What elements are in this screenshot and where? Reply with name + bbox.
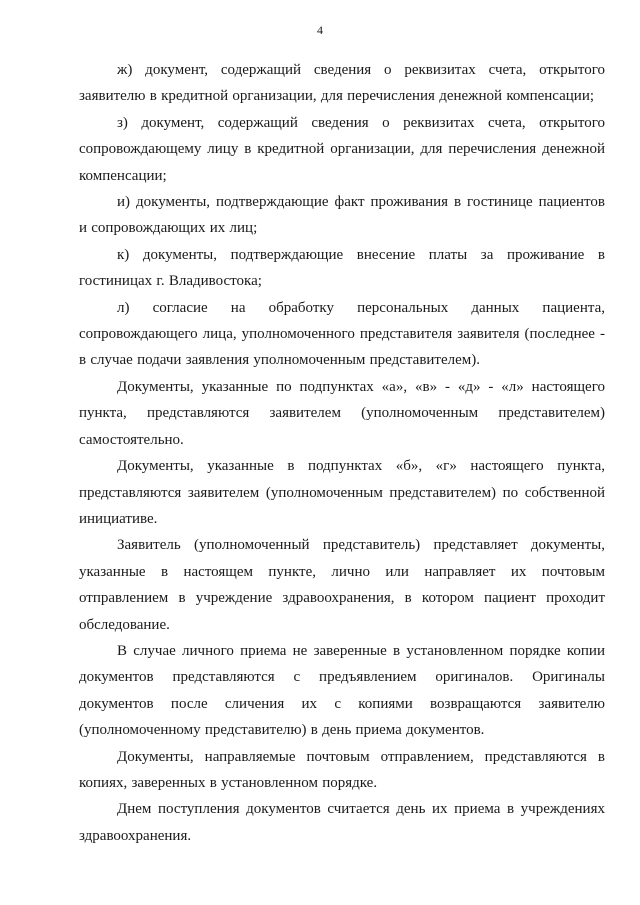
paragraph-item-zh: ж) документ, содержащий сведения о реквизитах счета, открытого заявителю в кредитной организации, для перечисления денежной компенсации;: [79, 62, 605, 105]
page-number: 4: [317, 23, 323, 37]
paragraph-postal-copies: Документы, направляемые почтовым отправлением, представляются в копиях, заверенных в установленном порядке.: [79, 748, 605, 791]
paragraph-personal-reception: В случае личного приема не заверенные в установленном порядке копии документов представляются с предъявлением оригиналов. Оригиналы документов после сличения их с копиями возвращаются заявителю (уполномоченному представителю) в день приема документов.: [79, 642, 605, 739]
paragraph-self-submitted-documents: Документы, указанные по подпунктах «а», «в» - «д» - «л» настоящего пункта, представляются заявителем (уполномоченным представителем) самостоятельно.: [79, 378, 605, 448]
paragraph-item-k: к) документы, подтверждающие внесение платы за проживание в гостиницах г. Владивостока;: [79, 246, 605, 290]
paragraph-receipt-date: Днем поступления документов считается день их приема в учреждениях здравоохранения.: [79, 801, 605, 844]
paragraph-optional-documents: Документы, указанные в подпунктах «б», «г» настоящего пункта, представляются заявителем (уполномоченным представителем) по собственной инициативе.: [79, 458, 605, 527]
paragraph-submission-method: Заявитель (уполномоченный представитель) представляет документы, указанные в настоящем пункте, лично или направляет их почтовым отправлением в учреждение здравоохранения, в котором пациент проходит обследование.: [79, 537, 605, 633]
paragraph-item-l: л) согласие на обработку персональных данных пациента, сопровождающего лица, уполномоченного представителя заявителя (последнее - в случае подачи заявления уполномоченным представителем).: [79, 299, 605, 369]
paragraph-item-z: з) документ, содержащий сведения о реквизитах счета, открытого сопровождающему лицу в кредитной организации, для перечисления денежной компенсации;: [79, 114, 605, 184]
paragraph-item-i: и) документы, подтверждающие факт проживания в гостинице пациентов и сопровождающих их лиц;: [79, 194, 605, 237]
document-body: [79, 57, 605, 849]
